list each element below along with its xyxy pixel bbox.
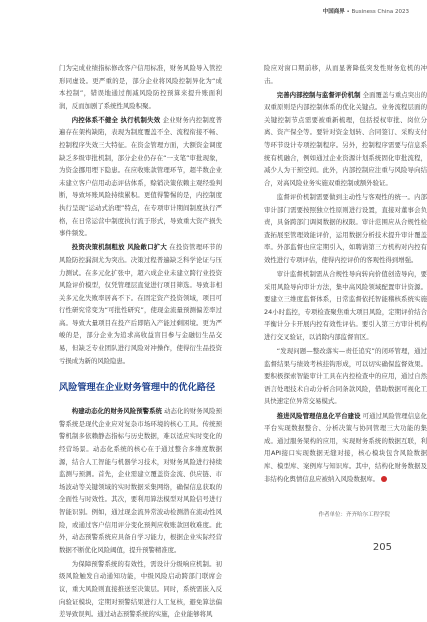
paragraph-lead: 推进风险管理信息化平台建设 bbox=[276, 411, 361, 420]
header-subtitle: Business China 2023 bbox=[351, 9, 409, 15]
right-column bbox=[264, 62, 427, 487]
paragraph: 门为完成业绩指标修改客户信用标准，财务风险导入管控形同虚设。更严重的是，部分企业将风险控制异化为“成本控制”，错误地通过削减风险防控预算来提升账面利润，反而加剧了系统性风险积聚。 bbox=[59, 64, 222, 110]
left-column bbox=[59, 62, 222, 622]
header-brand: 中国商界 bbox=[322, 9, 345, 15]
end-of-article-icon bbox=[381, 476, 387, 482]
paragraph-lead: 构建动态化的财务风险预警系统 bbox=[71, 407, 162, 416]
paragraph-lead: 完善内部控制与监督评价机制 bbox=[276, 90, 361, 99]
paragraph: “发现问题—整改落实—责任追究”的闭环管理，通过监督结果与绩效考核挂钩形成，可以切实确保监督效果。要积极探索智能审计工具在内控检查中的应用，通过自然语言处理技术自动分析合同条款风险，借助数据可视化工具快速定位异常交易模式。 bbox=[264, 347, 427, 406]
page-number: 205 bbox=[372, 542, 392, 553]
paragraph: 险应对窗口期前移，从而显著降低突发性财务危机的冲击。 bbox=[264, 64, 427, 85]
paragraph-lead: 内控体系不健全 执行机制失效 bbox=[71, 115, 161, 124]
paragraph: 投资决策机制粗放 风险敞口扩大 在投资管理环节的风险防控漏洞尤为突出。决策过程普遍缺乏科学论证与压力测试。在多元化扩张中，超六成企业未建立跨行业投资风险评价模型，仅凭管理层直觉进行项目筛选。导致非相关多元化失败率居高不下。在固定资产投资领域，项目可行性研究常变为“可批性研究”，使现金流量预测偏差率过高。导致大量项目在投产后即陷入产能过剩困境。更为严峻的是，部分企业为追求高收益盲目参与金融衍生品交易，但缺乏专业团队进行风险对冲操作，使得衍生品投资亏损成为新的风险隐患。 bbox=[59, 243, 222, 365]
author-affiliation: 作者单位：齐齐哈尔工程学院 bbox=[318, 512, 390, 518]
header-separator: • bbox=[344, 9, 352, 15]
paragraph: 内控体系不健全 执行机制失效 企业财务内控制度普遍存在架构缺陷，表现为制度覆盖不全、流程衔接不畅、控制程序失效三大特征。在资金管理方面，大额资金调度缺乏多级审批机制，部分企业仍存在“一支笔”审批现象，为资金挪用埋下隐患。在应收账款管理环节，超半数企业未建立客户信用动态评估体系，赊销决策依赖主观经验判断，导致坏账风险持续累积。更值得警惕的是，内控制度执行呈现“运动式治理”特点，在专项审计期间制度执行严格，在日常运营中制度执行流于形式，导致重大资产损失事件频发。 bbox=[59, 115, 222, 238]
paragraph: 监督评价机制需要做到主动性与客观性的统一。内部审计部门需要按照独立性原则进行设置，直接对董事会负责，具备跨部门调阅数据的权限。审计范围应从合规性检查拓展至管理效能评价，运用数据分析技术提升审计覆盖率。外部监督也应定期引入，如聘请第三方机构对内控有效性进行专项评估，使得内控评价的客观性得到增强。 bbox=[264, 192, 427, 264]
paragraph: 推进风险管理信息化平台建设 可通过风险管理信息化平台实现数据整合、分析决策与协同管理三大功能的集成。通过服务架构的应用，实现财务系统的数据互联，利用API接口实现数据无缝对接，核心模块包含风险数据库、模型库、案例库与知识库。其中，结构化财务数据及非结构化舆情信息应被纳入风险数据库。 bbox=[264, 411, 427, 483]
paragraph: 完善内部控制与监督评价机制 全面覆盖与重点突出的双重原则是内部控制体系的优化关键点。业务流程层面的关键控制节点需要被重新梳理，包括授权审批、岗位分离、资产保全等。要针对资金划转、合同签订、采购支付等环节设计专项控制程序。另外，控制程序需要与信息系统有机融合，例如通过企业资源计划系统固化审批流程，减少人为干预空间。此外，内部控制应注重与风险导向结合，对高风险业务实施双重控制或额外验证。 bbox=[264, 90, 427, 187]
running-header bbox=[323, 7, 409, 15]
paragraph: 构建动态化的财务风险预警系统 动态化的财务风险预警系统是现代企业应对复杂市场环境的核心工具。传统预警机制多依赖静态指标与历史数据，难以适应实时变化的经营场景。动态化系统的核心在于通过整合多维度数据源，结合人工智能与机器学习技术，对财务风险进行持续监测与预测。首先，企业需建立覆盖资金流、供应链、市场波动等关键领域的实时数据采集网络，确保信息获取的全面性与时效性。其次，要利用算法模型对风险信号进行智能识别。例如，通过现金流异常波动检测潜在流动性风险，或通过客户信用评分变化预判应收账款回收难度。此外，动态预警系统应具备自学习能力，根据企业实际经营数据不断优化风险阈值，提升预警精准度。 bbox=[59, 407, 223, 554]
paragraph: 为保障预警系统的有效性，需设计分级响应机制。初级风险触发自动通知功能，中级风险启动跨部门联席会议，重大风险则直接推送至决策层。同时，系统需嵌入反向验证模块，定期对预警结果进行人工复核，避免算法偏差导致误判。通过动态预警系统的实施，企业能够将风 bbox=[59, 559, 222, 619]
paragraph-lead: 投资决策机制粗放 风险敞口扩大 bbox=[71, 243, 167, 252]
section-heading: 风险管理在企业财务管理中的优化路径 bbox=[59, 382, 216, 394]
paragraph: 审计监督机制需从合规性导向转向价值创造导向，要采用风险导向审计方法，集中高风险领域配置审计资源。要建立三维度监督体系，日常监督依托智能稽核系统实施24小时监控，专项检查聚焦重大项目风险，定期评价结合平衡计分卡开展内控有效性评估。要引入第三方审计机构进行交叉验证，以消除内部监督盲区。 bbox=[264, 270, 427, 341]
